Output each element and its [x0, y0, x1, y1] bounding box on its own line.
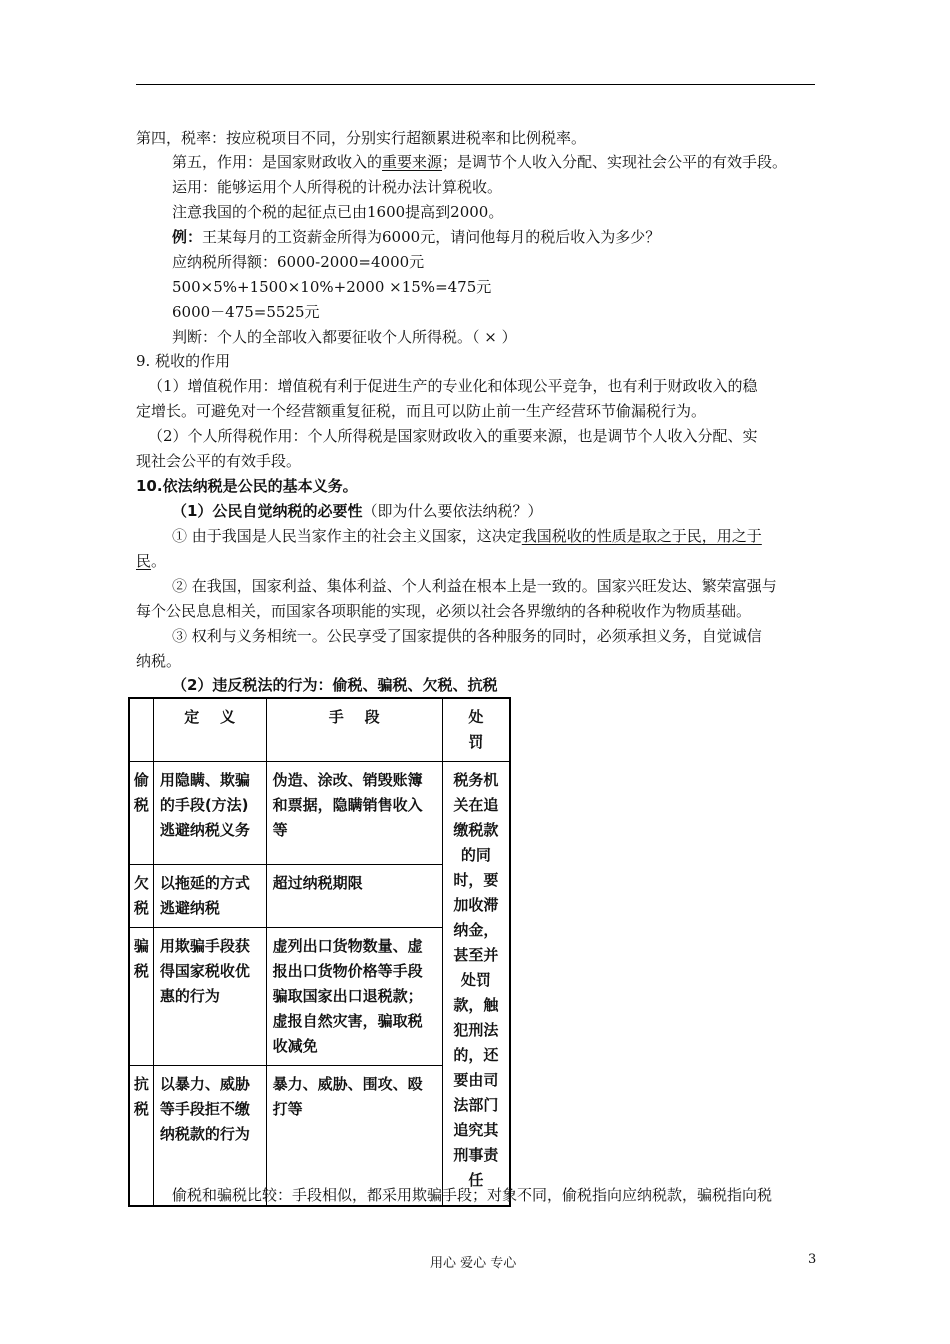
text-line — [172, 225, 660, 249]
text-segment: ；是调节个人收入分配、实现社会公平的有效手段。 — [442, 153, 788, 171]
text-segment: （即为什么要依法纳税？） — [362, 502, 543, 520]
text-line: 6000－475=5525元 — [172, 303, 320, 321]
penalty-cell: 税务机关在追缴税款的同时，要加收滞纳金，甚至并处罚款，触犯刑法的，还要由司法部门追究其刑事责任 — [442, 762, 510, 1206]
footer-text: 用心 爱心 专心 — [430, 1256, 517, 1271]
page-number: 3 — [808, 1252, 817, 1267]
section-heading: 10.依法纳税是公民的基本义务。 — [136, 477, 358, 495]
header-rule — [136, 84, 815, 85]
text-line: （1）增值税作用：增值税有利于促进生产的专业化和体现公平竞争，也有利于财政收入的稳 — [148, 377, 758, 395]
subheading: （1）公民自觉纳税的必要性 — [172, 502, 363, 520]
table-header-cell: 处 罚 — [442, 698, 510, 762]
table-header-row — [129, 698, 510, 762]
table-row — [129, 762, 510, 865]
text-line: 第四，税率：按应税项目不同，分别实行超额累进税率和比例税率。 — [136, 129, 587, 147]
table-header-cell: 定 义 — [153, 698, 266, 762]
section-heading: 9. 税收的作用 — [136, 352, 231, 370]
text-segment: 王某每月的工资薪金所得为6000元，请问他每月的税后收入为多少？ — [202, 228, 661, 246]
text-line — [172, 499, 542, 523]
violation-means: 虚列出口货物数量、虚报出口货物价格等手段骗取国家出口退税款；虚报自然灾害，骗取税收减免 — [266, 928, 442, 1066]
violation-name: 偷 税 — [129, 762, 153, 865]
text-line: 运用：能够运用个人所得税的计税办法计算税收。 — [172, 178, 503, 196]
violation-definition: 用隐瞒、欺骗的手段(方法)逃避纳税义务 — [153, 762, 266, 865]
violation-name: 抗 税 — [129, 1066, 153, 1206]
violation-means: 超过纳税期限 — [266, 865, 442, 928]
text-line: 500×5%+1500×10%+2000 ×15%=475元 — [172, 278, 492, 296]
text-line: 偷税和骗税比较：手段相似，都采用欺骗手段；对象不同，偷税指向应纳税款，骗税指向税 — [172, 1186, 773, 1204]
text-segment: ① 由于我国是人民当家作主的社会主义国家，这决定 — [172, 527, 522, 545]
text-segment: 第五，作用：是国家财政收入的 — [172, 153, 383, 171]
text-line — [172, 150, 787, 174]
violation-definition: 以暴力、威胁等手段拒不缴纳税款的行为 — [153, 1066, 266, 1206]
text-line: 现社会公平的有效手段。 — [136, 452, 302, 470]
text-line: 每个公民息息相关，而国家各项职能的实现，必须以社会各界缴纳的各种税收作为物质基础。 — [136, 602, 752, 620]
text-line: 判断：个人的全部收入都要征收个人所得税。（ × ） — [172, 328, 517, 346]
text-line: ③ 权利与义务相统一。公民享受了国家提供的各种服务的同时，必须承担义务，自觉诚信 — [172, 627, 762, 645]
text-line: （2）个人所得税作用：个人所得税是国家财政收入的重要来源，也是调节个人收入分配、实 — [148, 427, 758, 445]
violation-means: 伪造、涂改、销毁账簿和票据，隐瞒销售收入等 — [266, 762, 442, 865]
example-label: 例： — [172, 228, 203, 246]
text-line: 注意我国的个税的起征点已由1600提高到2000。 — [172, 203, 504, 221]
text-line — [136, 549, 166, 573]
text-line: 应纳税所得额：6000-2000=4000元 — [172, 253, 425, 271]
text-line: ② 在我国，国家利益、集体利益、个人利益在根本上是一致的。国家兴旺发达、繁荣富强与 — [172, 577, 777, 595]
violation-definition: 用欺骗手段获得国家税收优惠的行为 — [153, 928, 266, 1066]
violation-means: 暴力、威胁、围攻、殴打等 — [266, 1066, 442, 1206]
underlined-text: 我国税收的性质是取之于民，用之于 — [521, 527, 762, 545]
violation-name: 骗 税 — [129, 928, 153, 1066]
violation-definition: 以拖延的方式逃避纳税 — [153, 865, 266, 928]
subheading: （2）违反税法的行为：偷税、骗税、欠税、抗税 — [172, 676, 498, 694]
underlined-text: 民 — [136, 552, 152, 570]
text-line: 定增长。可避免对一个经营额重复征税，而且可以防止前一生产经营环节偷漏税行为。 — [136, 402, 707, 420]
text-line — [172, 524, 762, 548]
tax-violation-table — [128, 697, 511, 1207]
table-header-cell — [129, 698, 153, 762]
underlined-text: 重要来源 — [382, 153, 443, 171]
text-line: 纳税。 — [136, 652, 182, 670]
text-segment: 。 — [151, 552, 167, 570]
table-header-cell: 手 段 — [266, 698, 442, 762]
violation-name: 欠 税 — [129, 865, 153, 928]
